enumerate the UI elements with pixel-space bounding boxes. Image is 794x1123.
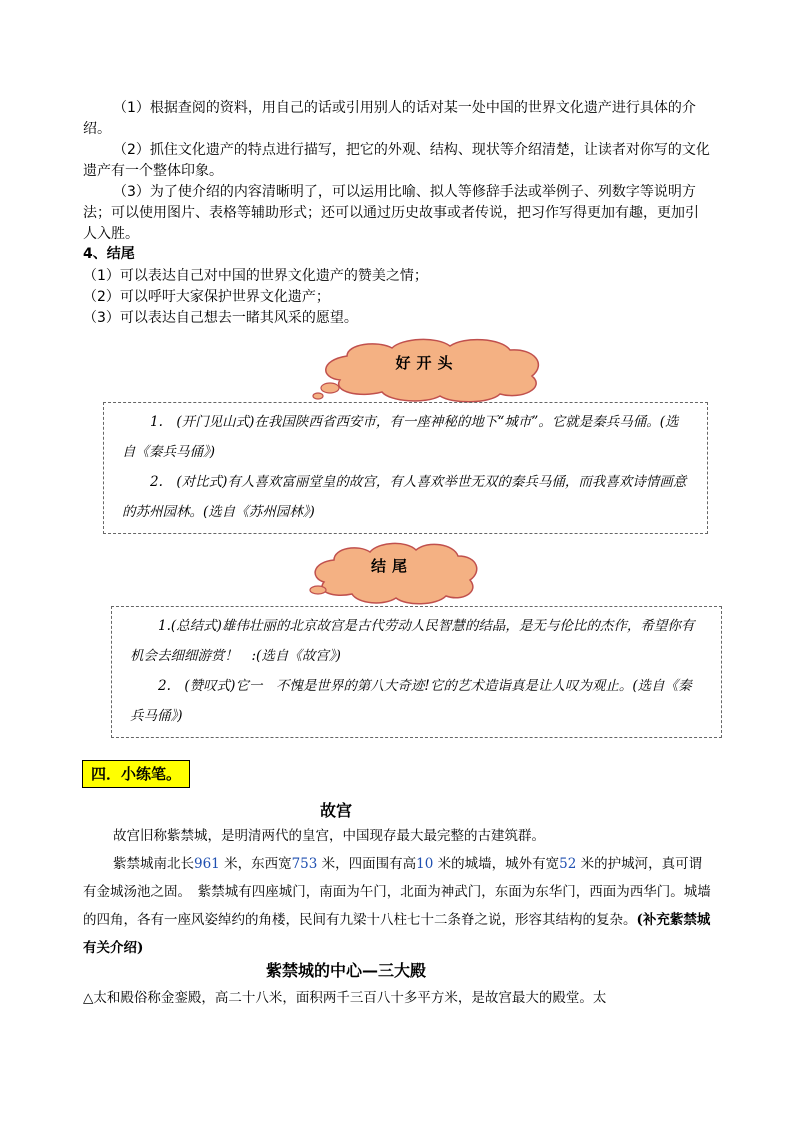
article-subtitle: 紫禁城的中心—三大殿 [266, 961, 427, 980]
ending-item-3: （3）可以表达自己想去一睹其风采的愿望。 [83, 310, 358, 326]
good-ending-item-2: 2. (赞叹式)它一 不愧是世界的第八大奇迹!它的艺术造诣真是让人叹为观止。(选自《秦兵马俑》) [130, 678, 692, 724]
para2-length: 961 [194, 856, 220, 872]
para2-wall-height: 10 [416, 856, 434, 872]
cloud-label-good-opening: 好开头 [395, 354, 459, 372]
article-para-2 [83, 850, 711, 962]
good-opening-item-1: 1. (开门见山式)在我国陕西省西安市，有一座神秘的地下“城市”。它就是秦兵马俑。(选自《秦兵马俑》) [122, 414, 679, 460]
article-title: 故宫 [320, 801, 353, 820]
ending-heading: 4、结尾 [83, 246, 135, 262]
good-ending-box [111, 606, 722, 738]
para2-text-c: 米，四面围有高 [317, 856, 417, 872]
para2-moat-width: 52 [559, 856, 577, 872]
article-para-3: △太和殿俗称金銮殿，高二十八米，面积两千三百八十多平方米，是故宫最大的殿堂。太 [83, 990, 607, 1006]
para2-note: (补充紫禁城有关介绍) [83, 912, 711, 956]
article-body [83, 822, 711, 962]
article-para-1: 故宫旧称紫禁城，是明清两代的皇宫，中国现存最大最完整的古建筑群。 [113, 828, 545, 844]
intro-item-3: （3）为了使介绍的内容清晰明了，可以运用比喻、拟人等修辞手法或举例子、列数字等说明方法；可以使用图片、表格等辅助形式；还可以通过历史故事或者传说，把习作写得更加有趣，更加引人入胜。 [83, 184, 699, 242]
para2-text-d: 米的城墙，城外有宽 [433, 856, 560, 872]
para2-width: 753 [291, 856, 318, 872]
para2-text-e: 米的护城河，真可谓有金城汤池之固。 紫禁城有四座城门，南面为午门，北面为神武门，东面为东华门，西面为西华门。城墙的四角，各有一座风姿绰约的角楼，民间有九梁十八柱七十二条脊之说，形容其结构的复杂。 [83, 856, 711, 928]
cloud-label-good-ending: 结尾 [370, 557, 413, 575]
section-badge: 四．小练笔。 [82, 760, 190, 788]
cloud-good-opening [302, 336, 552, 406]
intro-item-2: （2）抓住文化遗产的特点进行描写，把它的外观、结构、现状等介绍清楚，让读者对你写的文化遗产有一个整体印象。 [83, 142, 710, 179]
article-para-3-wrap [83, 984, 711, 1012]
ending-item-2: （2）可以呼吁大家保护世界文化遗产； [83, 289, 330, 305]
good-opening-box [103, 402, 708, 534]
intro-item-1: （1）根据查阅的资料，用自己的话或引用别人的话对某一处中国的世界文化遗产进行具体的介绍。 [83, 100, 696, 137]
good-ending-item-1: 1.(总结式)雄伟壮丽的北京故宫是古代劳动人民智慧的结晶，是无与伦比的杰作，希望你有机会去细细游赏！ :(选自《故宫》) [130, 618, 695, 664]
good-opening-item-2: 2. (对比式)有人喜欢富丽堂皇的故宫，有人喜欢举世无双的秦兵马俑，而我喜欢诗情画意的苏州园林。(选自《苏州园林》) [122, 474, 687, 520]
para2-text-a: 紫禁城南北长 [113, 856, 194, 872]
cloud-good-ending [302, 540, 482, 606]
ending-item-1: （1）可以表达自己对中国的世界文化遗产的赞美之情； [83, 268, 428, 284]
para2-text-b: 米，东西宽 [219, 856, 292, 872]
